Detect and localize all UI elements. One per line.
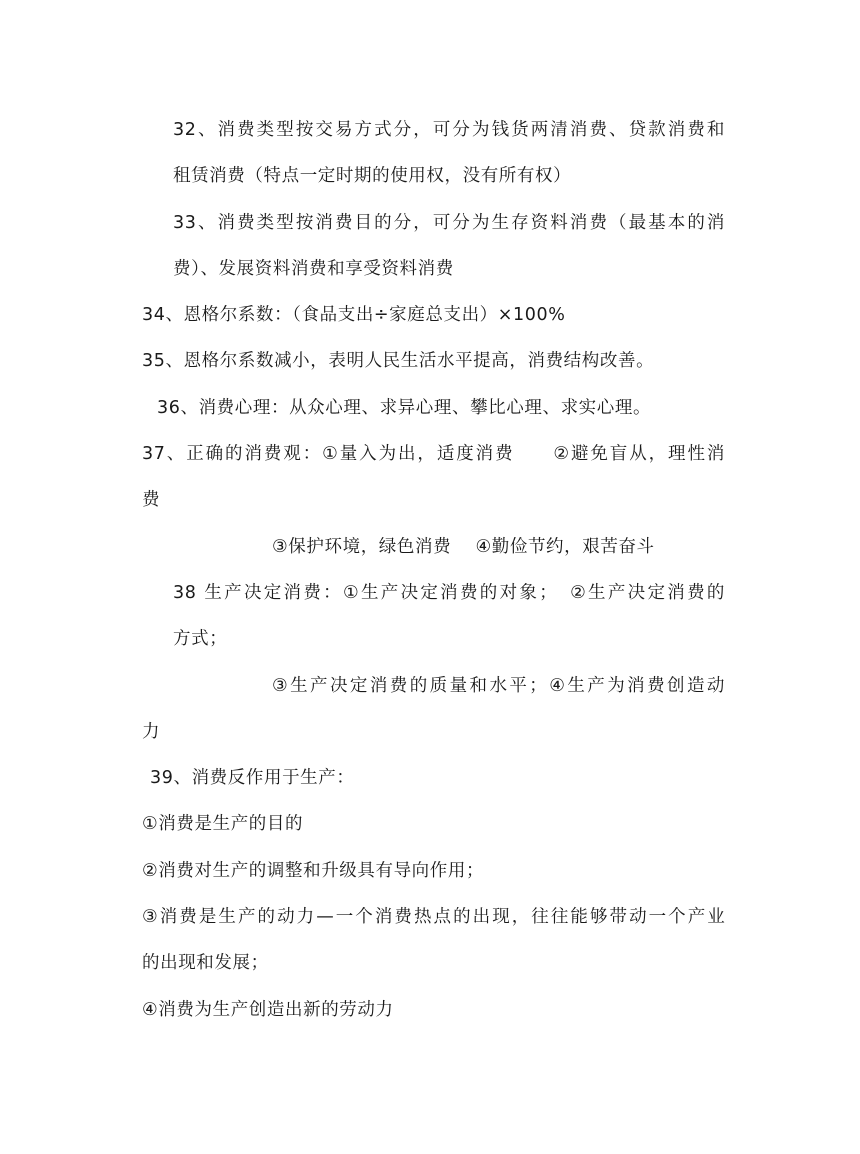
item-38-line-3: ③生产决定消费的质量和水平；④生产为消费创造动	[272, 676, 725, 696]
item-36: 36、消费心理：从众心理、求异心理、攀比心理、求实心理。	[157, 398, 652, 418]
item-39-point-2: ②消费对生产的调整和升级具有导向作用；	[142, 861, 485, 881]
item-38-line-2: 方式；	[173, 629, 228, 649]
item-39-point-4: ④消费为生产创造出新的劳动力	[142, 1000, 394, 1020]
item-32-line-2: 租赁消费（特点一定时期的使用权，没有所有权）	[173, 166, 572, 186]
item-39-heading: 39、消费反作用于生产：	[150, 768, 355, 788]
item-37-line-1: 37、正确的消费观：①量入为出，适度消费 ②避免盲从，理性消	[142, 444, 725, 464]
item-33-line-2: 费）、发展资料消费和享受资料消费	[173, 259, 454, 279]
item-34: 34、恩格尔系数：（食品支出÷家庭总支出）×100%	[142, 305, 566, 325]
item-32-line-1: 32、消费类型按交易方式分，可分为钱货两清消费、贷款消费和	[173, 120, 725, 140]
item-38-line-1: 38 生产决定消费：①生产决定消费的对象； ②生产决定消费的	[173, 583, 725, 603]
item-37-line-3: ③保护环境，绿色消费 ④勤俭节约，艰苦奋斗	[272, 537, 655, 557]
item-39-point-1: ①消费是生产的目的	[142, 814, 304, 834]
item-39-point-3-line-1: ③消费是生产的动力—一个消费热点的出现，往往能够带动一个产业	[142, 907, 725, 927]
item-33-line-1: 33、消费类型按消费目的分，可分为生存资料消费（最基本的消	[173, 213, 725, 233]
item-35: 35、恩格尔系数减小，表明人民生活水平提高，消费结构改善。	[142, 351, 655, 371]
item-38-line-4: 力	[142, 722, 161, 742]
item-37-line-2: 费	[142, 490, 161, 510]
item-39-point-3-line-2: 的出现和发展；	[142, 953, 269, 973]
